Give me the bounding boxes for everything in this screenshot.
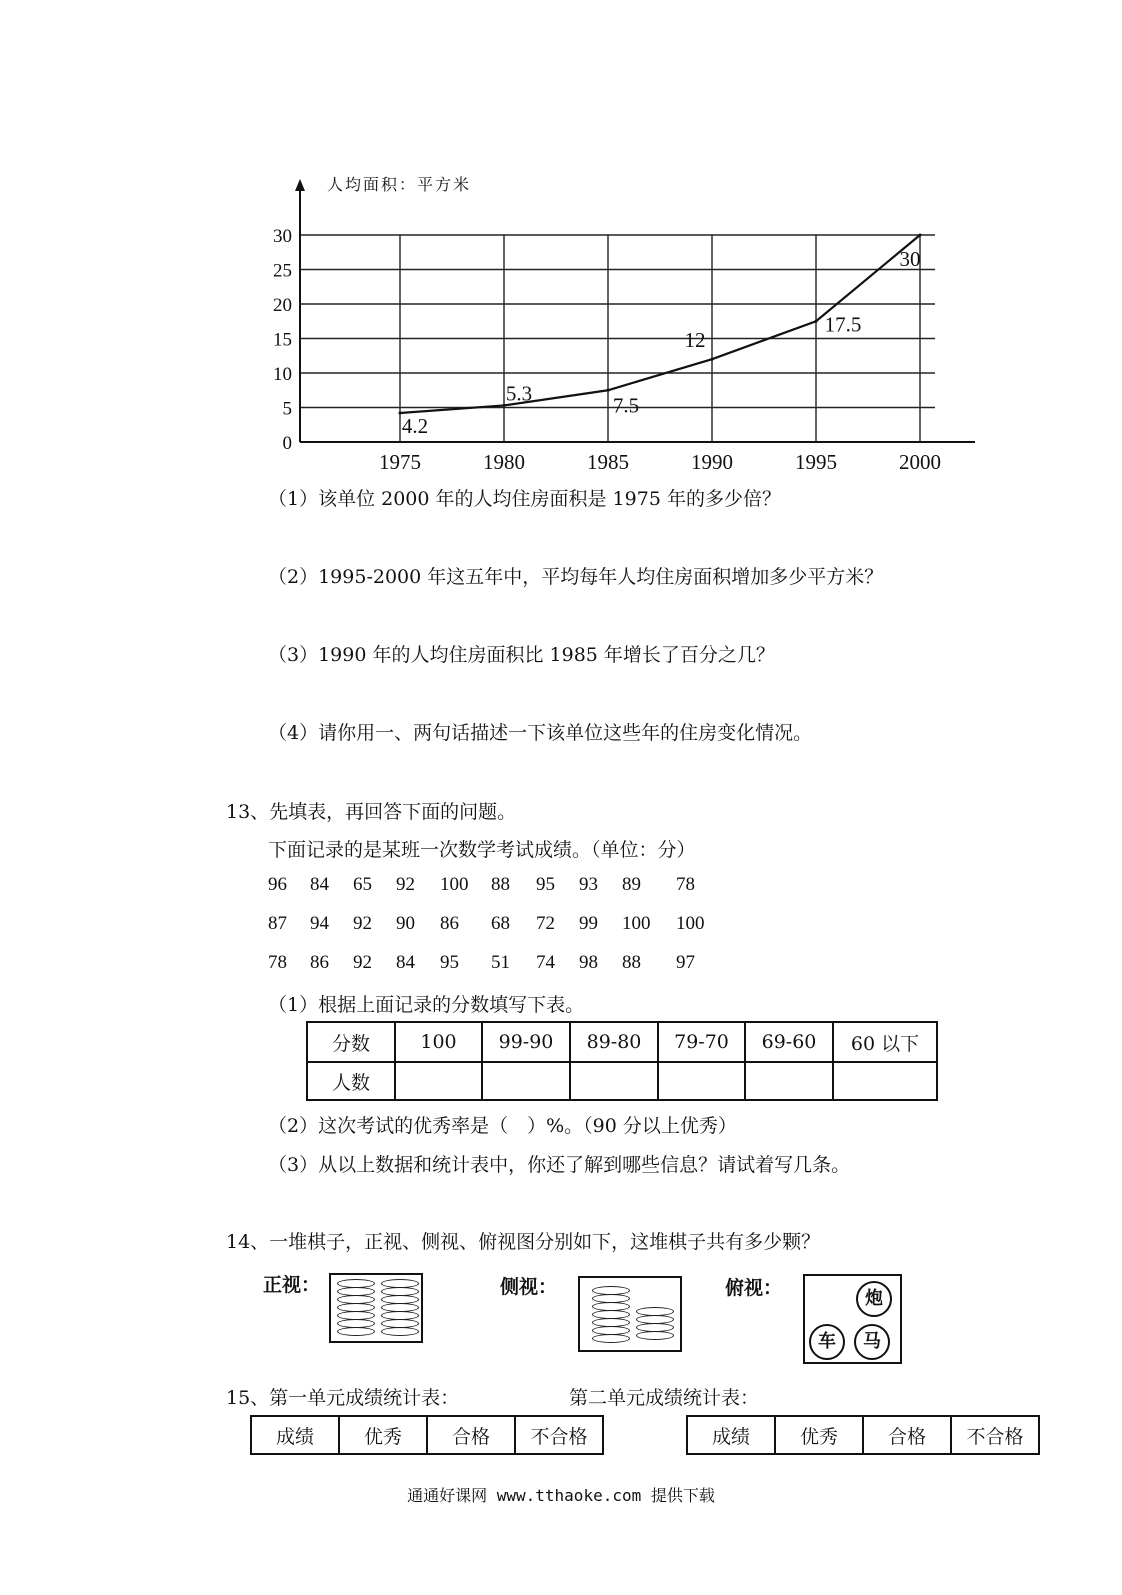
score-value: 78	[676, 874, 695, 895]
table-header-cell: 不合格	[515, 1416, 603, 1454]
score-value: 72	[536, 913, 555, 934]
score-value: 84	[310, 874, 329, 895]
score-value: 88	[622, 952, 641, 973]
data-point	[815, 320, 818, 323]
data-label: 5.3	[505, 381, 533, 406]
table-header-cell: 成绩	[251, 1416, 339, 1454]
q13-title: 13、先填表，再回答下面的问题。	[226, 801, 517, 823]
answer-cell[interactable]	[658, 1062, 745, 1100]
top-view-label: 俯视：	[725, 1277, 783, 1299]
data-label: 30	[899, 247, 921, 271]
housing-area-line-chart	[255, 175, 975, 475]
top-view-figure	[803, 1274, 902, 1364]
data-label: 7.5	[612, 393, 640, 418]
data-point	[711, 358, 714, 361]
side-view-figure	[578, 1276, 682, 1352]
y-axis-arrow	[295, 179, 305, 191]
score-value: 100	[622, 913, 651, 934]
table-header-cell: 89-80	[570, 1022, 658, 1062]
q15-title: 15、第一单元成绩统计表：	[226, 1387, 460, 1409]
y-tick-label: 30	[273, 226, 292, 247]
score-distribution-table	[306, 1021, 938, 1101]
y-tick-label: 15	[273, 329, 292, 351]
x-tick-label: 1990	[691, 450, 733, 474]
q15-title-2: 第二单元成绩统计表：	[569, 1387, 760, 1409]
score-value: 95	[536, 874, 555, 895]
chess-piece-che: 车	[809, 1324, 845, 1360]
side-view-label: 侧视：	[500, 1276, 558, 1298]
score-value: 88	[491, 874, 510, 895]
y-tick-label: 5	[282, 398, 292, 420]
table-header-cell: 99-90	[482, 1022, 570, 1062]
data-point	[607, 389, 610, 392]
front-view-label: 正视：	[263, 1274, 321, 1296]
score-value: 99	[579, 913, 598, 934]
chess-piece-pao: 炮	[856, 1281, 892, 1317]
chess-piece-ma: 马	[854, 1324, 890, 1360]
score-value: 68	[491, 913, 510, 934]
score-value: 89	[622, 874, 641, 895]
answer-cell[interactable]	[570, 1062, 658, 1100]
q14-title: 14、一堆棋子，正视、侧视、俯视图分别如下，这堆棋子共有多少颗？	[226, 1231, 821, 1253]
x-tick-label: 1985	[587, 450, 629, 474]
chess-piece-edge	[636, 1331, 674, 1340]
score-value: 100	[440, 874, 469, 895]
chess-piece-edge	[592, 1334, 630, 1343]
score-value: 86	[310, 952, 329, 973]
table-header-cell: 分数	[307, 1022, 395, 1062]
score-value: 90	[396, 913, 415, 934]
y-tick-label: 10	[273, 364, 292, 385]
answer-cell[interactable]	[745, 1062, 833, 1100]
table-header-cell: 成绩	[687, 1416, 775, 1454]
y-tick-label: 25	[273, 260, 292, 282]
score-value: 96	[268, 874, 287, 895]
score-value: 74	[536, 952, 555, 973]
score-value: 78	[268, 952, 287, 973]
q12-sub3: （3）1990 年的人均住房面积比 1985 年增长了百分之几？	[268, 644, 775, 666]
table-header-row	[687, 1416, 1039, 1454]
chess-piece-edge	[381, 1327, 419, 1336]
score-value: 92	[396, 874, 415, 895]
table-header-cell: 不合格	[951, 1416, 1039, 1454]
score-value: 95	[440, 952, 459, 973]
answer-cell[interactable]	[395, 1062, 482, 1100]
x-tick-label: 1980	[483, 450, 525, 474]
page-footer: 通通好课网 www.tthaoke.com 提供下载	[407, 1486, 715, 1505]
score-value: 98	[579, 952, 598, 973]
answer-cell[interactable]	[482, 1062, 570, 1100]
score-value: 87	[268, 913, 287, 934]
front-view-figure	[329, 1273, 423, 1343]
score-value: 97	[676, 952, 695, 973]
unit2-score-table	[686, 1415, 1040, 1455]
table-header-cell: 优秀	[775, 1416, 863, 1454]
table-header-cell: 优秀	[339, 1416, 427, 1454]
y-tick-label: 0	[282, 433, 292, 454]
table-header-cell: 79-70	[658, 1022, 745, 1062]
score-value: 65	[353, 874, 372, 895]
x-tick-label: 1995	[795, 450, 837, 474]
data-label: 17.5	[824, 312, 862, 337]
table-count-row	[307, 1062, 937, 1100]
q13-sub1: （1）根据上面记录的分数填写下表。	[268, 994, 585, 1016]
score-value: 92	[353, 952, 372, 973]
score-value: 93	[579, 874, 598, 895]
x-tick-label: 2000	[899, 450, 941, 474]
score-value: 86	[440, 913, 459, 934]
score-value: 84	[396, 952, 415, 973]
table-header-cell: 60 以下	[833, 1022, 937, 1062]
data-label: 12	[684, 328, 706, 353]
chart-y-axis-title: 人均面积：平方米	[327, 175, 472, 194]
unit1-score-table	[250, 1415, 604, 1455]
score-value: 94	[310, 913, 329, 934]
table-header-row	[307, 1022, 937, 1062]
q12-sub4: （4）请你用一、两句话描述一下该单位这些年的住房变化情况。	[268, 722, 813, 744]
table-header-cell: 合格	[427, 1416, 515, 1454]
table-header-cell: 69-60	[745, 1022, 833, 1062]
q13-sub3: （3）从以上数据和统计表中，你还了解到哪些信息？请试着写几条。	[268, 1154, 851, 1176]
q13-sub2: （2）这次考试的优秀率是（ ）%。（90 分以上优秀）	[268, 1115, 737, 1137]
score-value: 51	[491, 952, 510, 973]
score-value: 92	[353, 913, 372, 934]
score-value: 100	[676, 913, 705, 934]
y-tick-label: 20	[273, 295, 292, 316]
q12-sub1: （1）该单位 2000 年的人均住房面积是 1975 年的多少倍？	[268, 488, 781, 510]
table-header-cell: 100	[395, 1022, 482, 1062]
table-row-label: 人数	[307, 1062, 395, 1100]
answer-cell[interactable]	[833, 1062, 937, 1100]
q13-intro: 下面记录的是某班一次数学考试成绩。（单位：分）	[268, 839, 696, 861]
q12-sub2: （2）1995-2000 年这五年中，平均每年人均住房面积增加多少平方米？	[268, 566, 884, 588]
table-header-row	[251, 1416, 603, 1454]
data-label: 4.2	[401, 414, 429, 439]
table-header-cell: 合格	[863, 1416, 951, 1454]
chess-piece-edge	[337, 1327, 375, 1336]
x-tick-label: 1975	[379, 450, 421, 474]
data-point	[919, 234, 922, 237]
